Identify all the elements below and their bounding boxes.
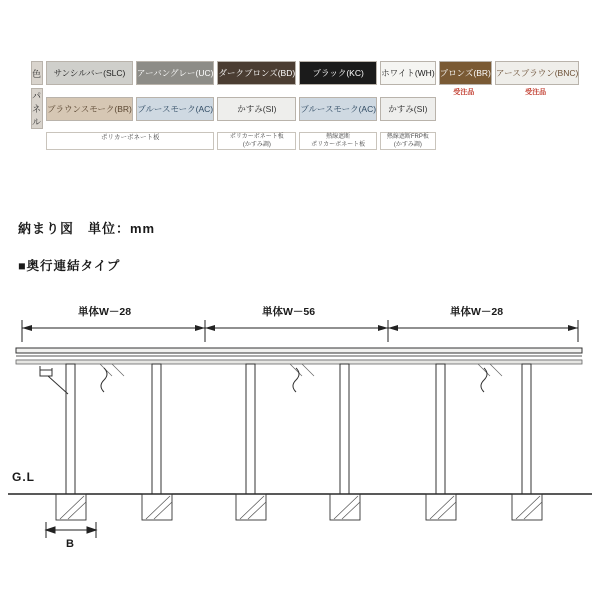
panel-swatch-ac1[interactable]: ブルースモーク(AC): [136, 97, 215, 121]
dimension-label-center: 単体W－56: [262, 306, 316, 318]
color-row-label: 色: [31, 61, 43, 85]
panel-sub-heatcut-frp: 熱線遮断FRP板 (かすみ調): [380, 132, 436, 150]
panel-sub-polycarbonate: ポリカーボネート板: [46, 132, 214, 150]
dimension-label-left: 単体W－28: [78, 306, 132, 318]
ground-level-label: G.L: [12, 470, 35, 484]
spec-table: [28, 58, 582, 153]
footing-dimension: [46, 522, 96, 538]
brace: [48, 376, 68, 394]
page-title-osamari: 納まり図 単位：mm: [18, 221, 156, 236]
color-swatch-wh[interactable]: ホワイト(WH): [380, 61, 436, 85]
gutter-detail: [40, 366, 52, 376]
color-swatch-kc[interactable]: ブラック(KC): [299, 61, 377, 85]
color-swatch-uc[interactable]: アーバングレー(UC): [136, 61, 215, 85]
panel-swatch-si2[interactable]: かすみ(SI): [380, 97, 436, 121]
panel-row: [31, 88, 579, 129]
footing-width-label: B: [66, 538, 74, 550]
panel-swatch-si1[interactable]: かすみ(SI): [217, 97, 296, 121]
order-note-earthbrown: 受注品: [525, 89, 547, 96]
order-note-bronze: 受注品: [453, 89, 475, 96]
posts: [66, 364, 531, 494]
section-title-type: ■奥行連結タイプ: [18, 259, 121, 273]
panel-swatch-ac2[interactable]: ブルースモーク(AC): [299, 97, 377, 121]
dimension-label-right: 単体W－28: [450, 306, 504, 318]
drawing-svg: [0, 290, 600, 560]
color-swatch-bd[interactable]: ダークブロンズ(BD): [217, 61, 296, 85]
dimension-lines: [22, 320, 578, 342]
color-row: [31, 61, 579, 85]
panel-swatch-br[interactable]: ブラウンスモーク(BR): [46, 97, 133, 121]
footings: [56, 494, 542, 520]
elevation-drawing: [0, 290, 600, 560]
roof-assembly: [16, 348, 582, 364]
panel-sub-kasumi: ポリカーボネート板 (かすみ調): [217, 132, 296, 150]
color-swatch-br[interactable]: ブロンズ(BR): [439, 61, 492, 85]
panel-sub-heatcut-poly: 熱線遮断 ポリカーボネート板: [299, 132, 377, 150]
color-swatch-slc[interactable]: サンシルバー(SLC): [46, 61, 133, 85]
color-swatch-bnc[interactable]: アースブラウン(BNC): [495, 61, 579, 85]
panel-sub-row: [31, 132, 579, 150]
panel-row-label: パネル: [31, 88, 43, 129]
